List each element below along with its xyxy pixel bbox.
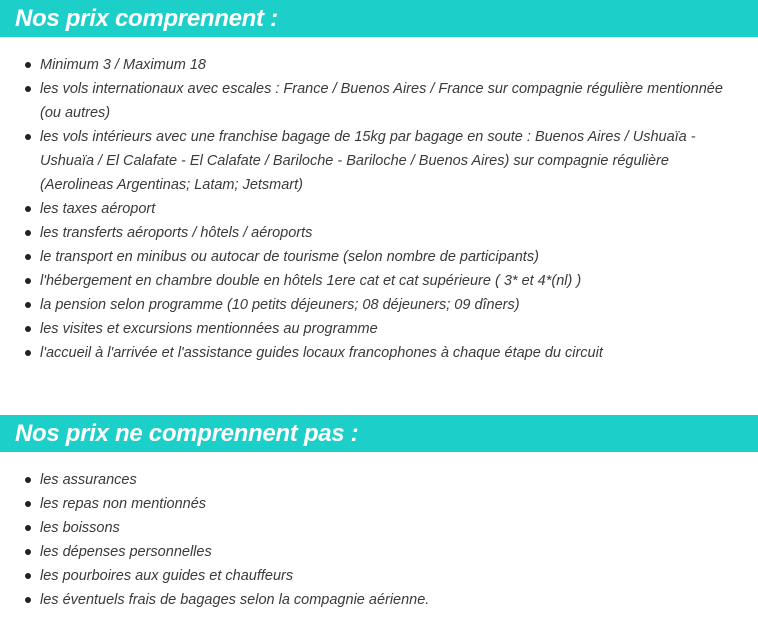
list-item-text: les pourboires aux guides et chauffeurs xyxy=(40,568,294,584)
list-item xyxy=(0,341,758,365)
list-item xyxy=(0,221,758,245)
list-item-text: les vols internationaux avec escales : France / Buenos Aires / France sur compagnie régulière mentionnée (ou autres) xyxy=(40,81,723,121)
bullet-icon xyxy=(25,230,31,236)
list-item xyxy=(0,197,758,221)
list-item-text: la pension selon programme (10 petits déjeuners; 08 déjeuners; 09 dîners) xyxy=(40,297,520,313)
bullet-icon xyxy=(25,254,31,260)
list-item xyxy=(0,588,758,612)
excluded-list xyxy=(0,468,758,612)
list-item xyxy=(0,125,758,197)
bullet-icon xyxy=(25,477,31,483)
list-item-text: les visites et excursions mentionnées au programme xyxy=(40,321,378,337)
bullet-icon xyxy=(25,302,31,308)
list-item-text: les boissons xyxy=(40,520,120,536)
list-item xyxy=(0,492,758,516)
list-item-text: les transferts aéroports / hôtels / aéroports xyxy=(40,225,313,241)
list-item xyxy=(0,564,758,588)
list-item-text: Minimum 3 / Maximum 18 xyxy=(40,57,206,73)
bullet-icon xyxy=(25,525,31,531)
bullet-icon xyxy=(25,350,31,356)
included-list xyxy=(0,53,758,365)
list-item xyxy=(0,269,758,293)
included-section-header xyxy=(0,0,758,37)
list-item-text: les vols intérieurs avec une franchise bagage de 15kg par bagage en soute : Buenos Aires / Ushuaïa - Ushuaïa / El Calafate - El Calafate / Bariloche - Bariloche / Buenos Aires) sur compagnie régulière (Aerolineas Argentinas; Latam; Jetsmart) xyxy=(40,129,696,193)
bullet-icon xyxy=(25,549,31,555)
list-item xyxy=(0,293,758,317)
excluded-section-header xyxy=(0,415,758,452)
excluded-section-title: Nos prix ne comprennent pas : xyxy=(15,420,359,447)
list-item-text: les repas non mentionnés xyxy=(40,496,207,512)
bullet-icon xyxy=(25,86,31,92)
list-item-text: les taxes aéroport xyxy=(40,201,156,217)
bullet-icon xyxy=(25,206,31,212)
bullet-icon xyxy=(25,501,31,507)
included-section-title: Nos prix comprennent : xyxy=(15,5,278,32)
list-item-text: le transport en minibus ou autocar de tourisme (selon nombre de participants) xyxy=(40,249,539,265)
list-item-text: l'hébergement en chambre double en hôtels 1ere cat et cat supérieure ( 3* et 4*(nl) ) xyxy=(40,273,582,289)
bullet-icon xyxy=(25,573,31,579)
list-item xyxy=(0,516,758,540)
list-item xyxy=(0,245,758,269)
list-item-text: les dépenses personnelles xyxy=(40,544,212,560)
list-item-text: les éventuels frais de bagages selon la compagnie aérienne. xyxy=(40,592,430,608)
list-item-text: les assurances xyxy=(40,472,137,488)
list-item xyxy=(0,540,758,564)
list-item xyxy=(0,468,758,492)
list-item xyxy=(0,77,758,125)
list-item xyxy=(0,53,758,77)
list-item xyxy=(0,317,758,341)
bullet-icon xyxy=(25,62,31,68)
bullet-icon xyxy=(25,134,31,140)
bullet-icon xyxy=(25,278,31,284)
bullet-icon xyxy=(25,597,31,603)
bullet-icon xyxy=(25,326,31,332)
list-item-text: l'accueil à l'arrivée et l'assistance guides locaux francophones à chaque étape du circuit xyxy=(40,345,603,361)
